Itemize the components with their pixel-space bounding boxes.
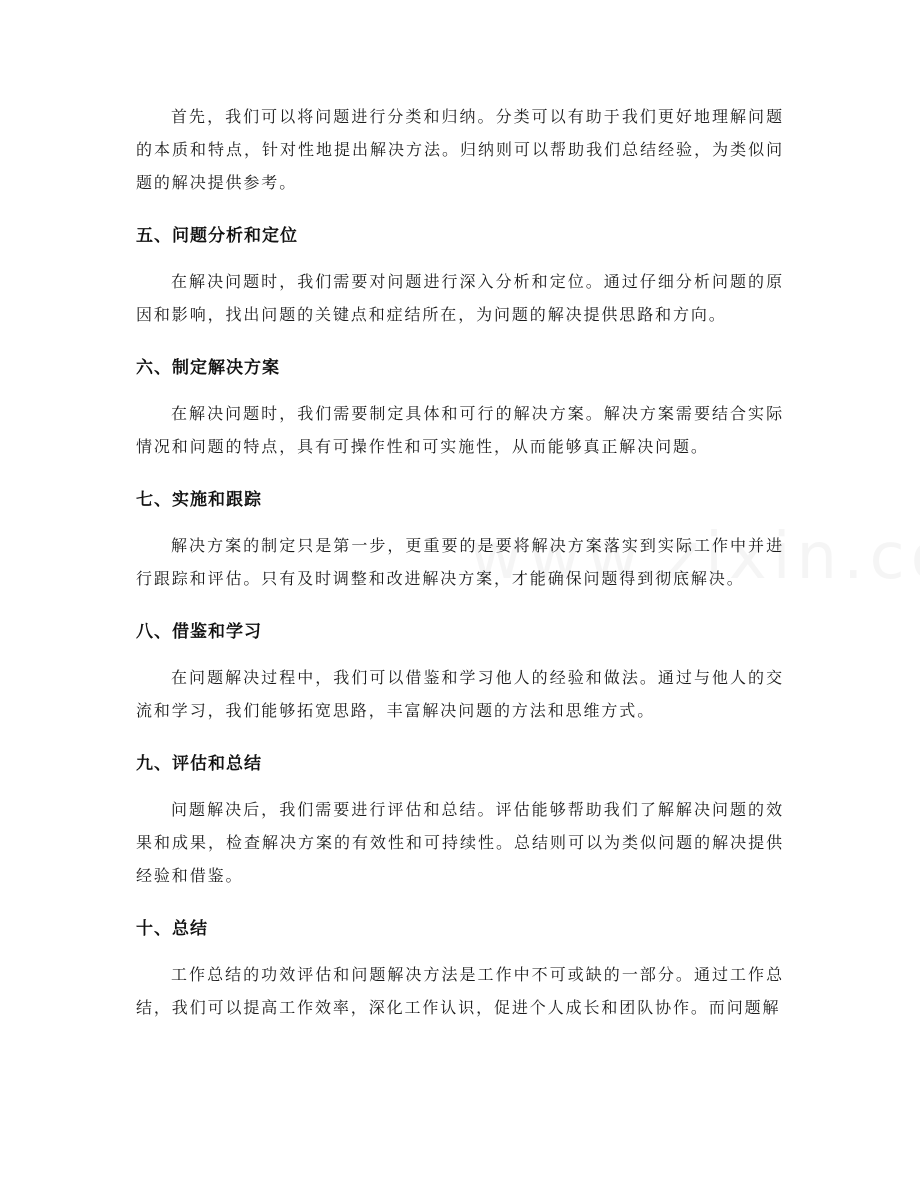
section-heading: 八、借鉴和学习: [136, 622, 262, 642]
section-9: [136, 752, 784, 892]
section-6: [136, 356, 784, 463]
section-10: [136, 917, 784, 1024]
section-5: [136, 224, 784, 331]
section-heading: 六、制定解决方案: [136, 358, 280, 378]
section-paragraph: 解决方案的制定只是第一步，更重要的是要将解决方案落实到实际工作中并进行跟踪和评估。只有及时调整和改进解决方案，才能确保问题得到彻底解决。: [136, 536, 784, 588]
section-paragraph: 在问题解决过程中，我们可以借鉴和学习他人的经验和做法。通过与他人的交流和学习，我们能够拓宽思路，丰富解决问题的方法和思维方式。: [136, 668, 784, 720]
section-paragraph: 在解决问题时，我们需要制定具体和可行的解决方案。解决方案需要结合实际情况和问题的特点，具有可操作性和可实施性，从而能够真正解决问题。: [136, 404, 784, 456]
section-heading: 七、实施和跟踪: [136, 490, 262, 510]
section-paragraph: 问题解决后，我们需要进行评估和总结。评估能够帮助我们了解解决问题的效果和成果，检查解决方案的有效性和可持续性。总结则可以为类似问题的解决提供经验和借鉴。: [136, 800, 784, 885]
section-heading: 十、总结: [136, 919, 208, 939]
section-heading: 九、评估和总结: [136, 754, 262, 774]
section-8: [136, 620, 784, 727]
section-paragraph: 在解决问题时，我们需要对问题进行深入分析和定位。通过仔细分析问题的原因和影响，找出问题的关键点和症结所在，为问题的解决提供思路和方向。: [136, 272, 784, 324]
section-heading: 五、问题分析和定位: [136, 226, 298, 246]
section-7: [136, 488, 784, 595]
section-paragraph: 工作总结的功效评估和问题解决方法是工作中不可或缺的一部分。通过工作总结，我们可以提高工作效率，深化工作认识，促进个人成长和团队协作。而问题解: [136, 965, 784, 1017]
intro-paragraph: 首先，我们可以将问题进行分类和归纳。分类可以有助于我们更好地理解问题的本质和特点，针对性地提出解决方法。归纳则可以帮助我们总结经验，为类似问题的解决提供参考。: [136, 107, 784, 192]
